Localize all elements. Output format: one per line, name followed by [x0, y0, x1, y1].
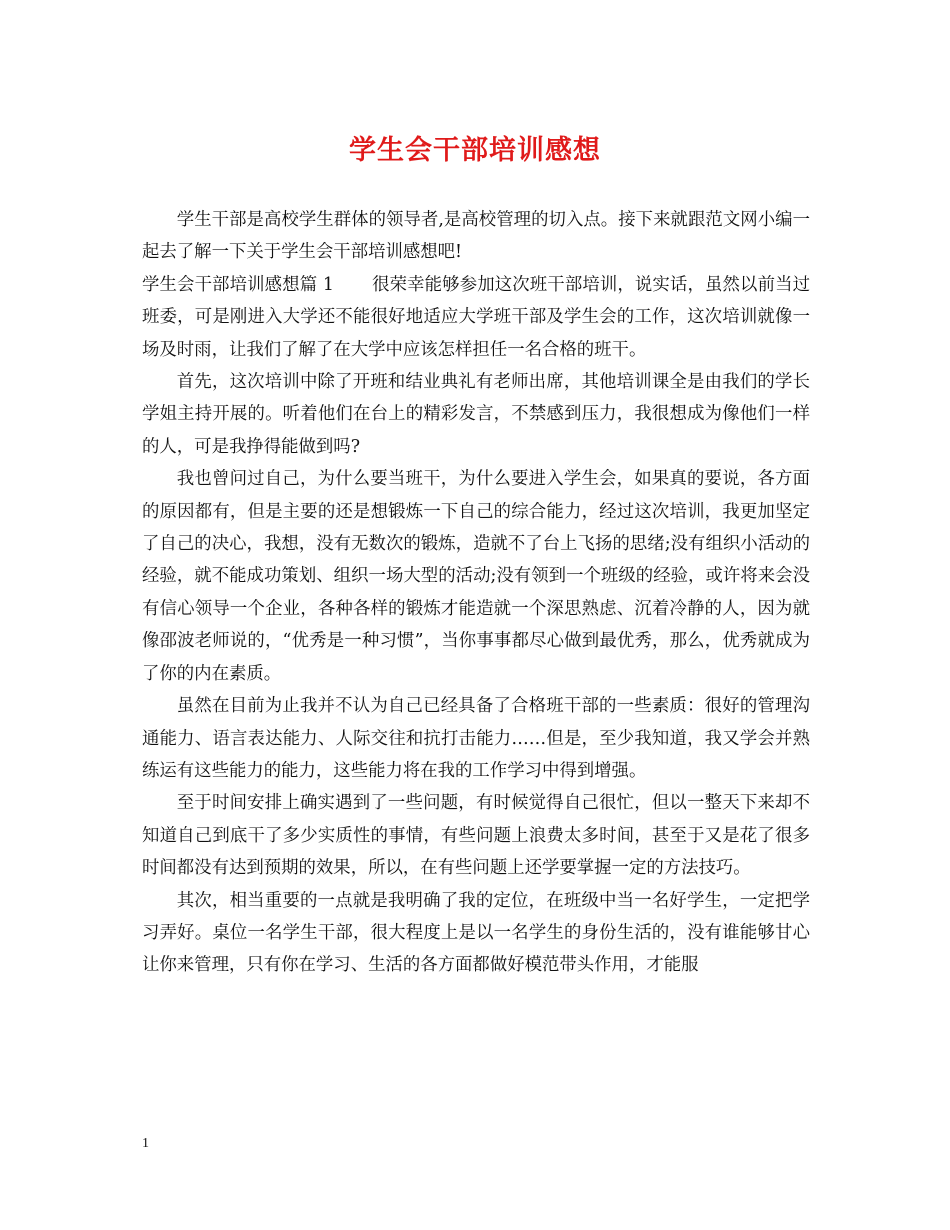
section-first-paragraph	[142, 269, 810, 366]
body-paragraph: 虽然在目前为止我并不认为自己已经具备了合格班干部的一些素质：很好的管理沟通能力、语言表达能力、人际交往和抗打击能力……但是，至少我知道，我又学会并熟练运有这些能力的能力，这些能力将在我的工作学习中得到增强。	[142, 696, 810, 781]
document-body	[142, 204, 810, 982]
intro-paragraph: 学生干部是高校学生群体的领导者,是高校管理的切入点。接下来就跟范文网小编一起去了解一下关于学生会干部培训感想吧!	[142, 210, 810, 263]
section-first-paragraph-text: 很荣幸能够参加这次班干部培训，说实话，虽然以前当过班委，可是刚进入大学还不能很好地适应大学班干部及学生会的工作，这次培训就像一场及时雨，让我们了解了在大学中应该怎样担任一名合格的班干。	[142, 274, 810, 360]
body-paragraph: 至于时间安排上确实遇到了一些问题，有时候觉得自己很忙，但以一整天下来却不知道自己到底干了多少实质性的事情，有些问题上浪费太多时间，甚至于又是花了很多时间都没有达到预期的效果，所以，在有些问题上还学要掌握一定的方法技巧。	[142, 793, 810, 879]
body-paragraph: 我也曾问过自己，为什么要当班干，为什么要进入学生会，如果真的要说，各方面的原因都有，但是主要的还是想锻炼一下自己的综合能力，经过这次培训，我更加坚定了自己的决心，我想，没有无数次的锻炼，造就不了台上飞扬的思绪;没有组织小活动的经验，就不能成功策划、组织一场大型的活动;没有领到一个班级的经验，或许将来会没有信心领导一个企业，各种各样的锻炼才能造就一个深思熟虑、沉着冷静的人，因为就像邵波老师说的，“优秀是一种习惯”，当你事事都尽心做到最优秀，那么，优秀就成为了你的内在素质。	[142, 469, 810, 684]
page-number: 1	[142, 1136, 149, 1151]
section-heading: 学生会干部培训感想篇 1	[142, 274, 334, 295]
body-paragraph: 其次，相当重要的一点就是我明确了我的定位，在班级中当一名好学生，一定把学习弄好。桌位一名学生干部，很大程度上是以一名学生的身份生活的，没有谁能够甘心让你来管理，只有你在学习、生活的各方面都做好模范带头作用，才能服	[142, 890, 810, 976]
document-title: 学生会干部培训感想	[349, 135, 601, 166]
body-paragraph: 首先，这次培训中除了开班和结业典礼有老师出席，其他培训课全是由我们的学长学姐主持开展的。听着他们在台上的精彩发言，不禁感到压力，我很想成为像他们一样的人，可是我挣得能做到吗?	[142, 372, 810, 457]
